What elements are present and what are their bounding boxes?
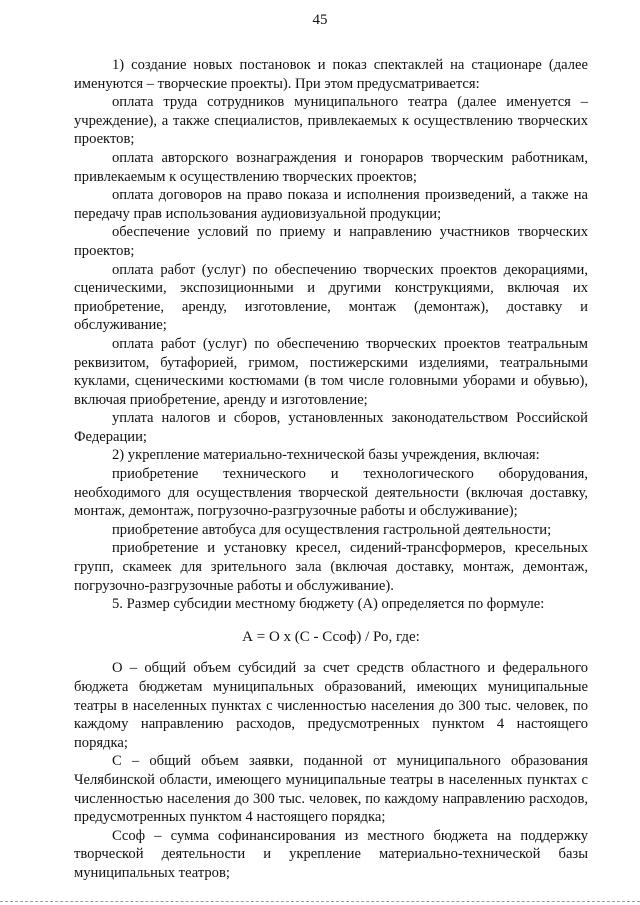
paragraph-staff-pay: оплата труда сотрудников муниципального театра (далее именуется – учреждение), а также специалистов, привлекаемых к осуществлению творческих проектов;: [74, 94, 588, 148]
paragraph-taxes: уплата налогов и сборов, установленных законодательством Российской Федерации;: [74, 410, 588, 445]
paragraph-props-costumes: оплата работ (услуг) по обеспечению творческих проектов театральным реквизитом, бутафорией, гримом, постижерскими изделиями, театральными куклами, сценическими костюмами (в том числе головными уборами и обувью), включая приобретение, аренду и изготовление;: [74, 335, 588, 408]
page-number: 45: [312, 12, 328, 28]
paragraph-show-rights: оплата договоров на право показа и исполнения произведений, а также на передачу прав использования аудиовизуальной продукции;: [74, 187, 588, 222]
paragraph-author-fees: оплата авторского вознаграждения и гонораров творческим работникам, привлекаемым к осуществлению творческих проектов;: [74, 149, 588, 185]
paragraph-item-2-material-base: 2) укрепление материально-технической базы учреждения, включая:: [112, 447, 540, 464]
paragraph-scenery-works: оплата работ (услуг) по обеспечению творческих проектов декорациями, сценическими, экспозиционными и другими конструкциями, включая их приобретение, аренду, изготовление, монтаж (демонтаж), доставку и обслуживание;: [74, 261, 588, 334]
page-bottom-edge: [0, 901, 640, 902]
paragraph-item-5-subsidy-size: 5. Размер субсидии местному бюджету (А) определяется по формуле:: [112, 596, 545, 613]
paragraph-participant-conditions: обеспечение условий по приему и направлению участников творческих проектов;: [74, 224, 588, 259]
document-body: [74, 56, 588, 883]
subsidy-formula: А = О х (С - Ссоф) / Ро, где:: [242, 628, 420, 645]
paragraph-definition-csof: Ссоф – сумма софинансирования из местного бюджета на поддержку творческой деятельности и укрепление материально-технической базы муниципальных театров;: [74, 827, 588, 881]
paragraph-item-1-new-productions: 1) создание новых постановок и показ спектаклей на стационаре (далее именуются – творческие проекты). При этом предусматривается:: [74, 57, 588, 92]
paragraph-definition-c: С – общий объем заявки, поданной от муниципального образования Челябинской области, имеющего муниципальные театры в населенных пунктах с численностью населения до 300 тыс. человек, по каждому направлению расходов, предусмотренных пунктом 4 настоящего порядка;: [74, 753, 588, 826]
paragraph-seats: приобретение и установку кресел, сидений-трансформеров, кресельных групп, скамеек для зрительного зала (включая доставку, монтаж, демонтаж, погрузочно-разгрузочные работы и обслуживание).: [74, 540, 588, 594]
paragraph-equipment: приобретение технического и технологического оборудования, необходимого для осуществления творческой деятельности (включая доставку, монтаж, демонтаж, погрузочно-разгрузочные работы и обслуживание);: [74, 466, 588, 520]
paragraph-bus: приобретение автобуса для осуществления гастрольной деятельности;: [112, 521, 552, 538]
paragraph-definition-o: О – общий объем субсидий за счет средств областного и федерального бюджета бюджетам муниципальных образований, имеющих муниципальные театры в населенных пунктах с численностью населения до 300 тыс. человек, по каждому направлению расходов, предусмотренных пунктом 4 настоящего порядка;: [74, 660, 588, 751]
